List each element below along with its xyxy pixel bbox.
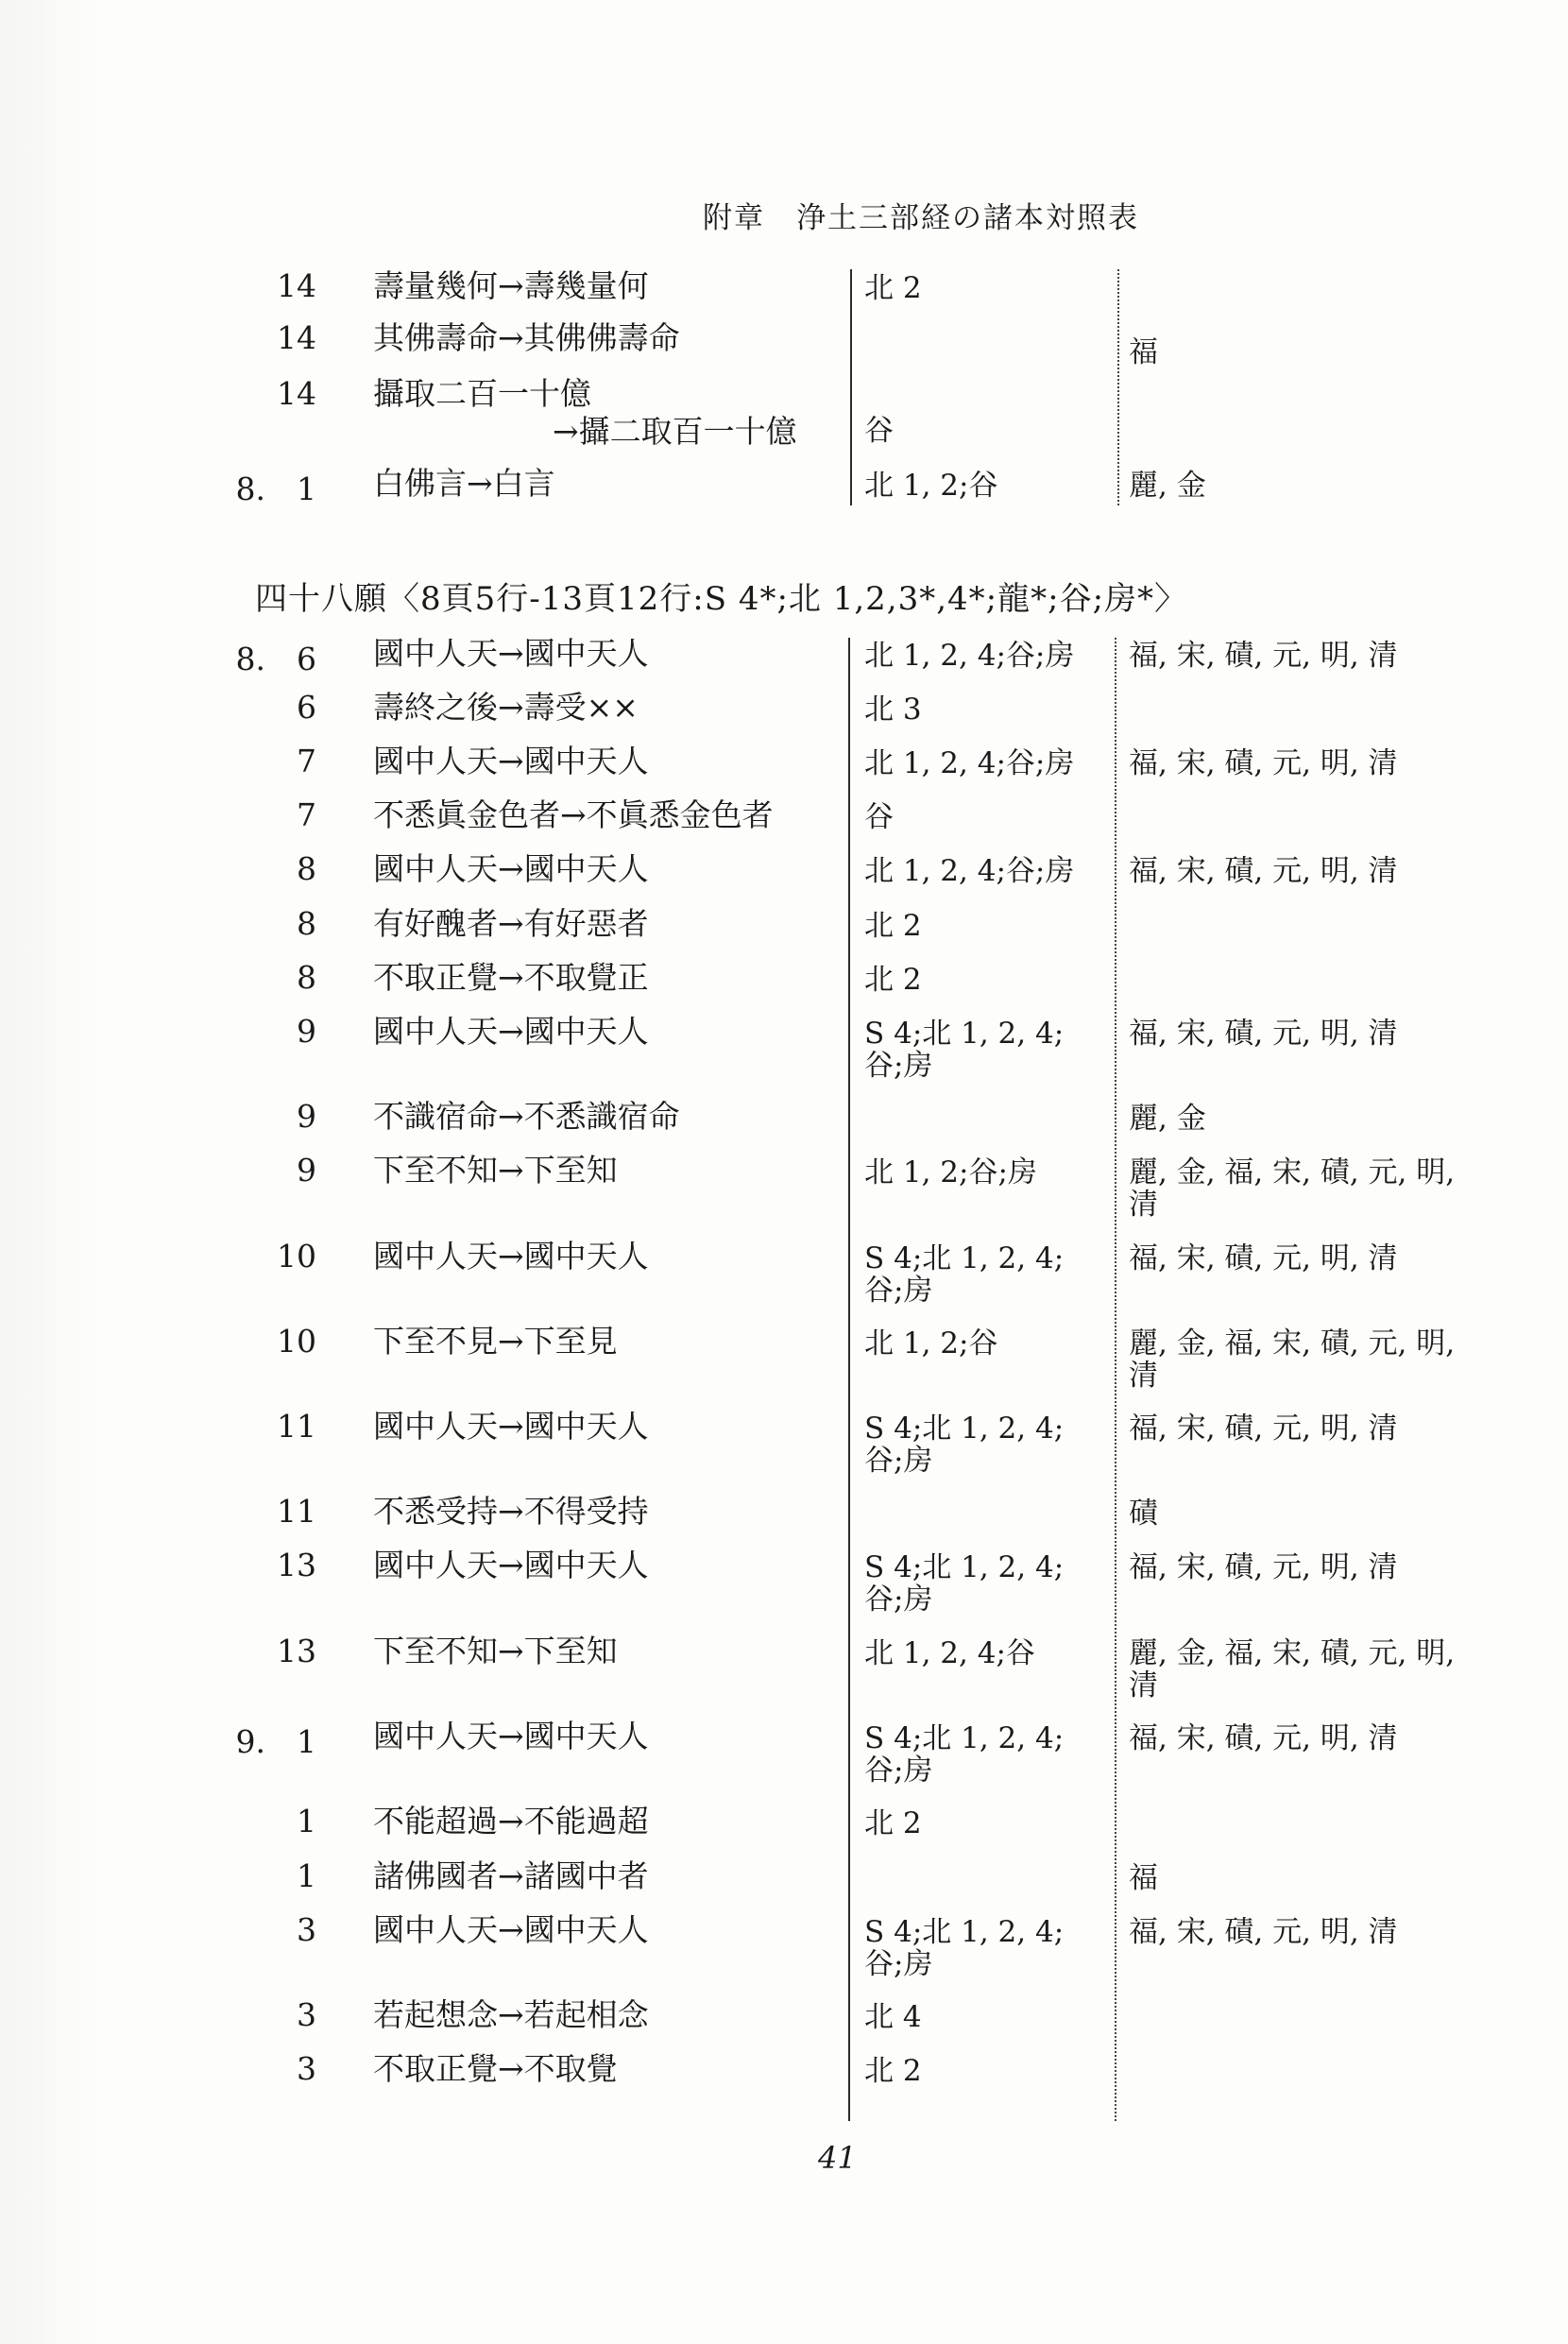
variant-reading: 不悉受持→不得受持	[373, 1493, 649, 1530]
line-number: 3	[297, 2050, 316, 2087]
source-manuscripts: S 4;北 1, 2, 4; 谷;房	[864, 1721, 1065, 1788]
table-row	[0, 267, 1568, 324]
variant-reading: 諸佛國者→諸國中者	[373, 1857, 649, 1894]
printed-editions: 麗, 金, 福, 宋, 磧, 元, 明, 清	[1129, 1636, 1456, 1702]
source-manuscripts: 北 1, 2, 4;谷;房	[864, 854, 1075, 888]
printed-editions: 福, 宋, 磧, 元, 明, 清	[1129, 1241, 1398, 1275]
table-row	[0, 319, 1568, 376]
printed-editions: 福, 宋, 磧, 元, 明, 清	[1129, 746, 1398, 780]
source-column-rule	[848, 638, 850, 2121]
table-row	[0, 1718, 1568, 1788]
line-number: 14	[277, 267, 316, 304]
source-column-rule-top	[850, 269, 852, 505]
source-manuscripts: 北 3	[864, 693, 922, 727]
line-number: 8	[297, 850, 316, 887]
table-row	[0, 743, 1568, 799]
variant-reading: 國中人天→國中天人	[373, 1013, 649, 1050]
line-number: 13	[277, 1633, 316, 1669]
source-manuscripts: 北 2	[864, 909, 922, 943]
variant-reading: 下至不見→下至見	[373, 1323, 618, 1360]
variant-reading: 有好醜者→有好惡者	[373, 905, 649, 942]
table-row	[0, 1098, 1568, 1155]
line-number: 8. 6	[235, 641, 316, 677]
variant-reading: 國中人天→國中天人	[373, 1408, 649, 1445]
line-number: 10	[277, 1238, 316, 1275]
line-number: 8	[297, 905, 316, 942]
variant-reading: 攝取二百一十億 →攝二取百一十億	[373, 375, 797, 450]
table-row	[0, 465, 1568, 522]
printed-editions: 麗, 金, 福, 宋, 磧, 元, 明, 清	[1129, 1155, 1456, 1222]
line-number: 9	[297, 1013, 316, 1050]
printed-editions: 福, 宋, 磧, 元, 明, 清	[1129, 639, 1398, 673]
line-number: 10	[277, 1323, 316, 1360]
printed-editions: 福, 宋, 磧, 元, 明, 清	[1129, 854, 1398, 888]
line-number: 9	[297, 1152, 316, 1189]
printed-editions: 福, 宋, 磧, 元, 明, 清	[1129, 1721, 1398, 1755]
source-manuscripts: 谷	[864, 800, 894, 834]
variant-reading: 國中人天→國中天人	[373, 850, 649, 887]
page-number: 41	[818, 2140, 857, 2176]
line-number: 8. 1	[235, 471, 316, 507]
source-manuscripts: 北 2	[864, 963, 922, 997]
variant-reading: 下至不知→下至知	[373, 1152, 618, 1189]
running-header: 附章 浄土三部経の諸本対照表	[703, 201, 1139, 235]
variant-reading: 國中人天→國中天人	[373, 635, 649, 672]
variant-reading: 不取正覺→不取覺	[373, 2050, 618, 2087]
variant-reading: 壽量幾何→壽幾量何	[373, 267, 649, 304]
source-manuscripts: 北 2	[864, 1806, 922, 1840]
edition-column-rule-top	[1117, 269, 1119, 505]
line-number: 7	[297, 743, 316, 779]
source-manuscripts: S 4;北 1, 2, 4; 谷;房	[864, 1915, 1065, 1981]
variant-reading: 國中人天→國中天人	[373, 1547, 649, 1583]
variant-reading: 不能超過→不能過超	[373, 1803, 649, 1839]
table-row	[0, 1911, 1568, 1981]
source-manuscripts: 北 1, 2, 4;谷;房	[864, 639, 1075, 673]
variant-reading: 下至不知→下至知	[373, 1633, 618, 1669]
table-row	[0, 1493, 1568, 1549]
printed-editions: 福, 宋, 磧, 元, 明, 清	[1129, 1412, 1398, 1446]
source-manuscripts: 北 1, 2, 4;谷	[864, 1636, 1035, 1670]
printed-editions: 福	[1129, 335, 1158, 369]
printed-editions: 福, 宋, 磧, 元, 明, 清	[1129, 1550, 1398, 1584]
line-number: 13	[277, 1547, 316, 1583]
source-manuscripts: 北 2	[864, 271, 922, 305]
printed-editions: 福	[1129, 1861, 1158, 1895]
line-number: 1	[297, 1857, 316, 1894]
source-manuscripts: 北 1, 2;谷;房	[864, 1155, 1037, 1189]
printed-editions: 福, 宋, 磧, 元, 明, 清	[1129, 1915, 1398, 1949]
variant-reading: 國中人天→國中天人	[373, 1238, 649, 1275]
table-row	[0, 1152, 1568, 1222]
source-manuscripts: 北 2	[864, 2054, 922, 2088]
source-manuscripts: 谷	[864, 414, 894, 448]
source-manuscripts: 北 1, 2;谷	[864, 1326, 998, 1360]
variant-reading: 國中人天→國中天人	[373, 1718, 649, 1754]
line-number: 11	[277, 1493, 316, 1530]
table-row	[0, 1996, 1568, 2053]
table-row	[0, 2050, 1568, 2107]
table-row	[0, 1323, 1568, 1393]
table-row	[0, 1013, 1568, 1083]
line-number: 1	[297, 1803, 316, 1839]
variant-reading: 壽終之後→壽受××	[373, 689, 639, 726]
line-number: 9. 1	[235, 1723, 316, 1760]
table-row	[0, 1238, 1568, 1308]
source-manuscripts: S 4;北 1, 2, 4; 谷;房	[864, 1017, 1065, 1083]
line-number: 3	[297, 1911, 316, 1948]
edition-column-rule	[1115, 638, 1116, 2121]
table-row	[0, 1633, 1568, 1702]
source-manuscripts: S 4;北 1, 2, 4; 谷;房	[864, 1550, 1065, 1617]
line-number: 8	[297, 959, 316, 996]
source-manuscripts: S 4;北 1, 2, 4; 谷;房	[864, 1412, 1065, 1478]
source-manuscripts: 北 4	[864, 2000, 922, 2034]
source-manuscripts: S 4;北 1, 2, 4; 谷;房	[864, 1241, 1065, 1308]
variant-reading-continuation: →攝二取百一十億	[553, 413, 797, 450]
printed-editions: 麗, 金, 福, 宋, 磧, 元, 明, 清	[1129, 1326, 1456, 1393]
variant-reading: 其佛壽命→其佛佛壽命	[373, 319, 680, 356]
table-row	[0, 635, 1568, 692]
section-title: 四十八願〈8頁5行-13頁12行:S 4*;北 1,2,3*,4*;龍*;谷;房*〉	[255, 580, 1188, 618]
table-row	[0, 850, 1568, 907]
line-number: 14	[277, 319, 316, 356]
variant-reading: 國中人天→國中天人	[373, 743, 649, 779]
table-row	[0, 1408, 1568, 1478]
printed-editions: 麗, 金	[1129, 1102, 1206, 1136]
line-number: 3	[297, 1996, 316, 2033]
printed-editions: 麗, 金	[1129, 469, 1206, 503]
table-row	[0, 905, 1568, 962]
table-row	[0, 959, 1568, 1016]
table-row	[0, 689, 1568, 745]
line-number: 14	[277, 375, 316, 412]
variant-reading: 白佛言→白言	[373, 465, 555, 502]
line-number: 6	[297, 689, 316, 726]
table-row	[0, 1857, 1568, 1914]
printed-editions: 磧	[1129, 1497, 1158, 1531]
printed-editions: 福, 宋, 磧, 元, 明, 清	[1129, 1017, 1398, 1051]
source-manuscripts: 北 1, 2, 4;谷;房	[864, 746, 1075, 780]
line-number: 7	[297, 796, 316, 833]
table-row	[0, 1547, 1568, 1617]
variant-reading: 國中人天→國中天人	[373, 1911, 649, 1948]
line-number: 9	[297, 1098, 316, 1135]
table-row	[0, 796, 1568, 853]
variant-reading: 若起想念→若起相念	[373, 1996, 649, 2033]
table-row	[0, 1803, 1568, 1859]
variant-reading: 不悉眞金色者→不眞悉金色者	[373, 796, 774, 833]
variant-reading: 不識宿命→不悉識宿命	[373, 1098, 680, 1135]
source-manuscripts: 北 1, 2;谷	[864, 469, 998, 503]
table-row	[0, 375, 1568, 450]
line-number: 11	[277, 1408, 316, 1445]
variant-reading: 不取正覺→不取覺正	[373, 959, 649, 996]
